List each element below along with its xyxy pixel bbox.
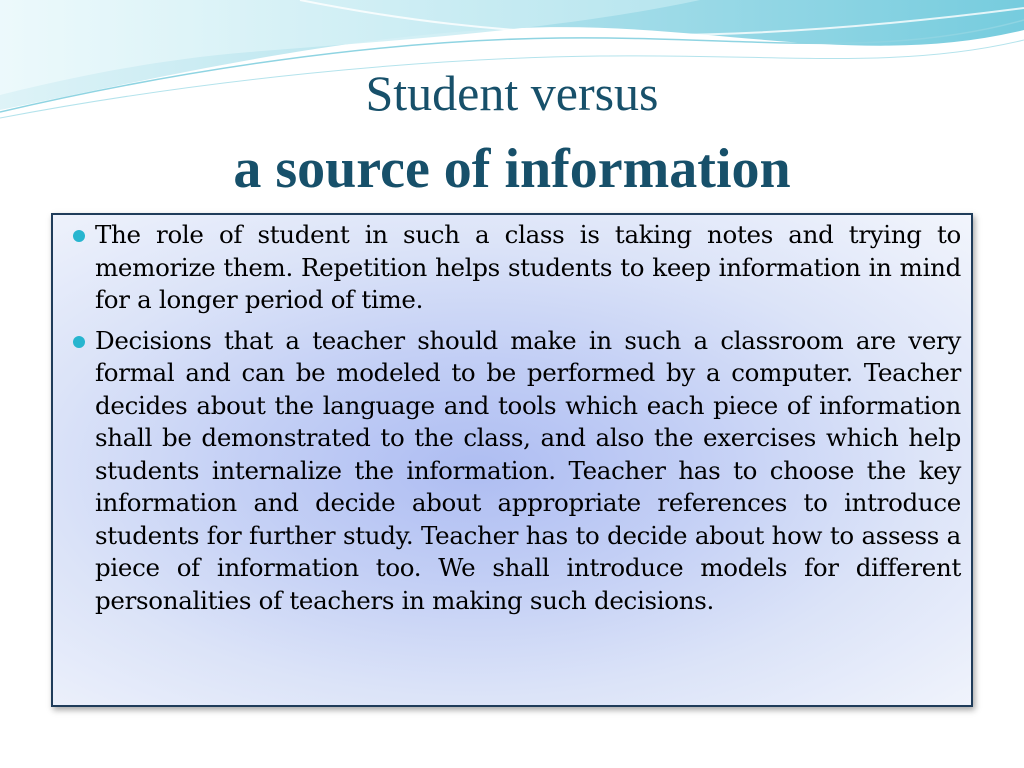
bullet-text: Decisions that a teacher should make in such a classroom are very formal and can be modeled to be performed by a computer. Teacher decides about the language and tools which each piece of information shall be demonstrated to the class, and also the exercises which help students internalize the information. Teacher has to choose the key information and decide about appropriate references to introduce students for further study. Teacher has to decide about how to assess a piece of information too. We shall introduce models for different personalities of teachers in making such decisions. <box>95 325 961 615</box>
title-line-2: a source of information <box>233 138 791 200</box>
bullet-dot-icon <box>73 336 85 348</box>
bullet-text: The role of student in such a class is taking notes and trying to memorize them. Repetition helps students to keep information in mind for a longer period of time. <box>95 220 961 314</box>
title-line-1: Student versus <box>365 65 659 121</box>
bullet-item <box>73 219 961 317</box>
bullet-list <box>73 219 961 617</box>
slide-title <box>0 62 1024 202</box>
content-box <box>51 213 973 707</box>
bullet-item <box>73 325 961 618</box>
bullet-dot-icon <box>73 230 85 242</box>
